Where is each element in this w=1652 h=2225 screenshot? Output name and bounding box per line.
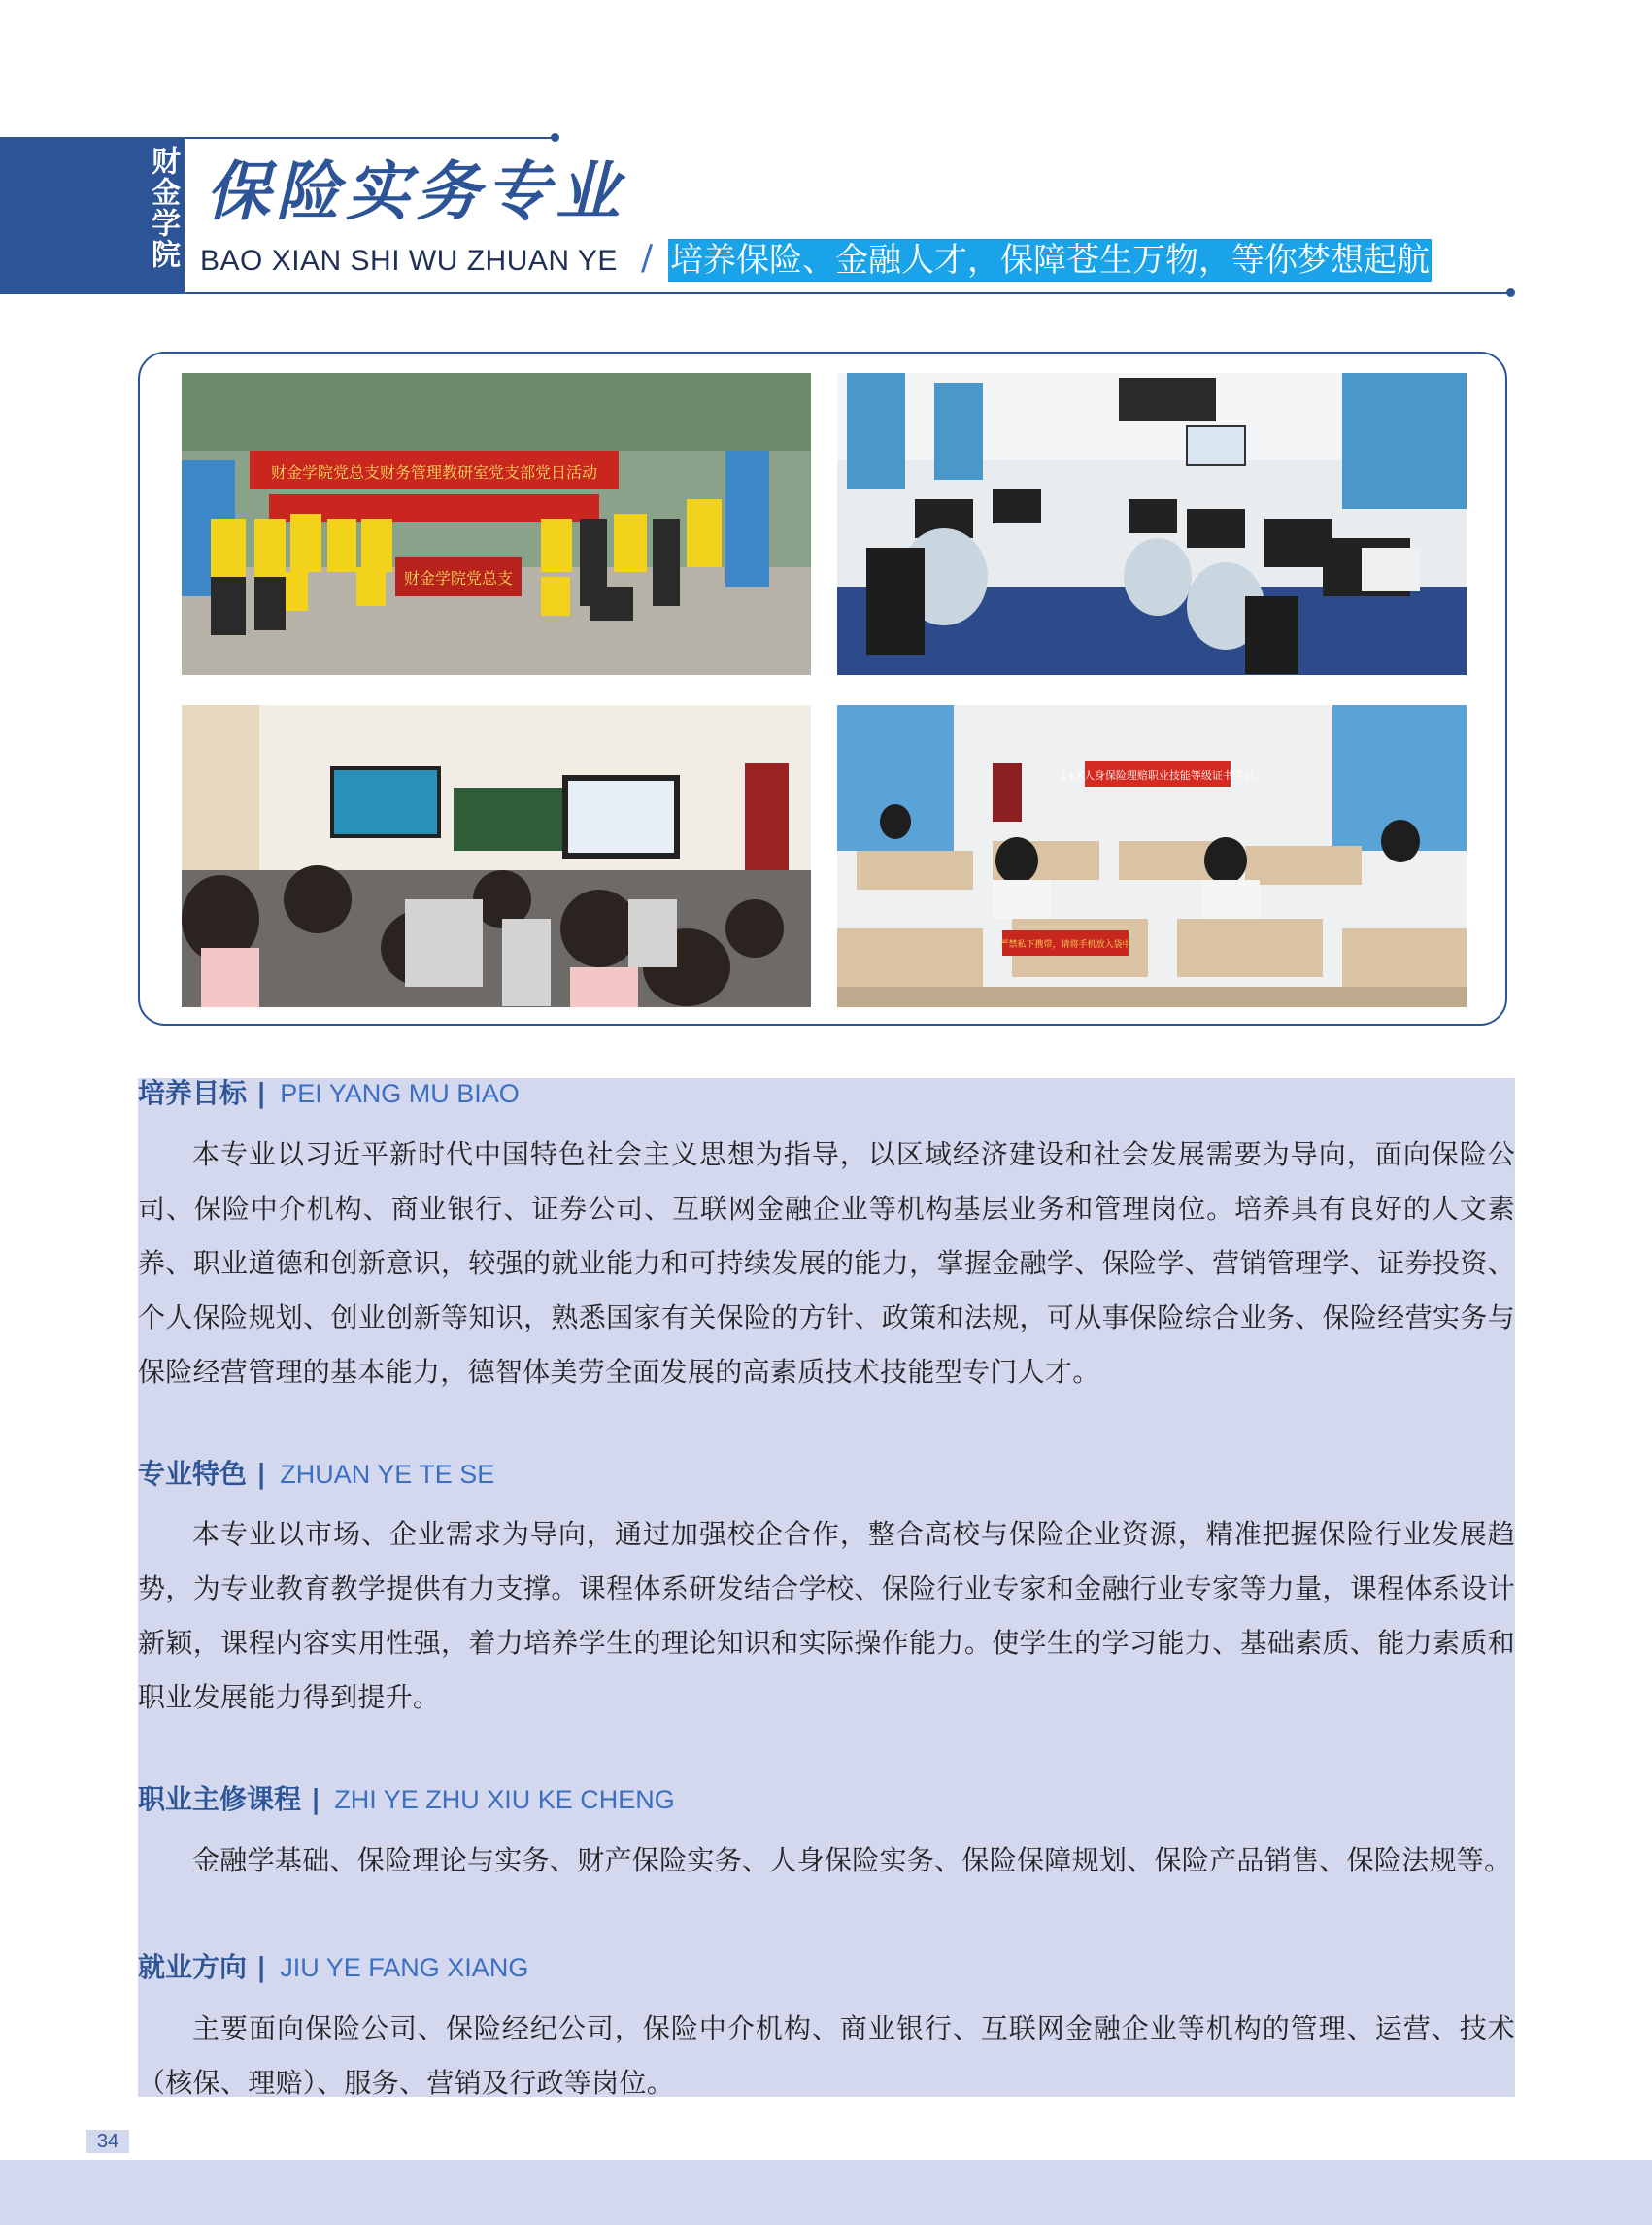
photo4-banner-text: 1+X人身保险理赔职业技能等级证书考试 bbox=[1061, 769, 1255, 782]
page-title: 保险实务专业 bbox=[206, 154, 625, 229]
photo-exam-hall bbox=[837, 705, 1467, 1007]
section-title-pinyin: ZHI YE ZHU XIU KE CHENG bbox=[334, 1785, 675, 1814]
section-title-cn: 就业方向 bbox=[138, 1951, 248, 1983]
section-title-divider: | bbox=[256, 1077, 267, 1109]
footer-band bbox=[0, 2160, 1652, 2225]
header-bottom-rule bbox=[185, 292, 1510, 294]
section-title-core-courses bbox=[138, 1782, 675, 1817]
page-title-pinyin: BAO XIAN SHI WU ZHUAN YE bbox=[200, 245, 618, 277]
section-text-training-goal: 本专业以习近平新时代中国特色社会主义思想为指导，以区域经济建设和社会发展需要为导向，面向保险公司、保险中介机构、商业银行、证券公司、互联网金融企业等机构基层业务和管理岗位。培养具有良好的人文素养、职业道德和创新意识，较强的就业能力和可持续发展的能力，掌握金融学、保险学、营销管理学、证券投资、个人保险规划、创业创新等知识，熟悉国家有关保险的方针、政策和法规，可从事保险综合业务、保险经营实务与保险经营管理的基本能力，德智体美劳全面发展的高素质技术技能型专门人才。 bbox=[138, 1138, 1515, 1388]
section-title-pinyin: PEI YANG MU BIAO bbox=[280, 1079, 520, 1108]
slogan-banner: 培养保险、金融人才，保障苍生万物，等你梦想起航 bbox=[670, 241, 1430, 280]
section-text-employment: 主要面向保险公司、保险经纪公司，保险中介机构、商业银行、互联网金融企业等机构的管理、运营、技术（核保、理赔）、服务、营销及行政等岗位。 bbox=[138, 2012, 1515, 2099]
section-text-features: 本专业以市场、企业需求为导向，通过加强校企合作，整合高校与保险企业资源，精准把握保险行业发展趋势，为专业教育教学提供有力支撑。课程体系研发结合学校、保险行业专家和金融行业专家等力量，课程体系设计新颖，课程内容实用性强，着力培养学生的理论知识和实际操作能力。使学生的学习能力、基础素质、能力素质和职业发展能力得到提升。 bbox=[138, 1518, 1515, 1713]
photo-computer-lab bbox=[837, 373, 1467, 675]
section-title-training-goal bbox=[138, 1076, 520, 1111]
section-title-divider: | bbox=[311, 1783, 321, 1815]
section-title-divider: | bbox=[256, 1458, 267, 1490]
section-title-cn: 专业特色 bbox=[138, 1458, 248, 1490]
department-label: 财金学院 bbox=[146, 146, 180, 270]
photo1-sign-text: 财金学院党总支 bbox=[403, 569, 514, 588]
page-number: 34 bbox=[86, 2130, 129, 2153]
photo4-sign-text: 严禁私下携带，请将手机放入袋中 bbox=[999, 940, 1131, 950]
header-top-rule bbox=[185, 137, 554, 139]
header-top-rule-dot bbox=[551, 133, 559, 142]
section-title-cn: 培养目标 bbox=[138, 1077, 248, 1109]
photo-classroom bbox=[182, 705, 811, 1007]
section-title-pinyin: ZHUAN YE TE SE bbox=[280, 1460, 495, 1489]
section-text-core-courses: 金融学基础、保险理论与实务、财产保险实务、人身保险实务、保险保障规划、保险产品销售、保险法规等。 bbox=[192, 1844, 1512, 1876]
section-title-pinyin: JIU YE FANG XIANG bbox=[280, 1953, 529, 1982]
section-title-employment bbox=[138, 1950, 528, 1985]
photo-party-activity bbox=[182, 373, 811, 675]
section-title-cn: 职业主修课程 bbox=[138, 1783, 302, 1815]
header-bottom-rule-dot bbox=[1506, 288, 1515, 297]
photo1-banner-text: 财金学院党总支财务管理教研室党支部党日活动 bbox=[270, 463, 598, 482]
section-title-features bbox=[138, 1457, 494, 1492]
section-title-divider: | bbox=[256, 1951, 267, 1983]
title-separator: / bbox=[641, 238, 654, 278]
